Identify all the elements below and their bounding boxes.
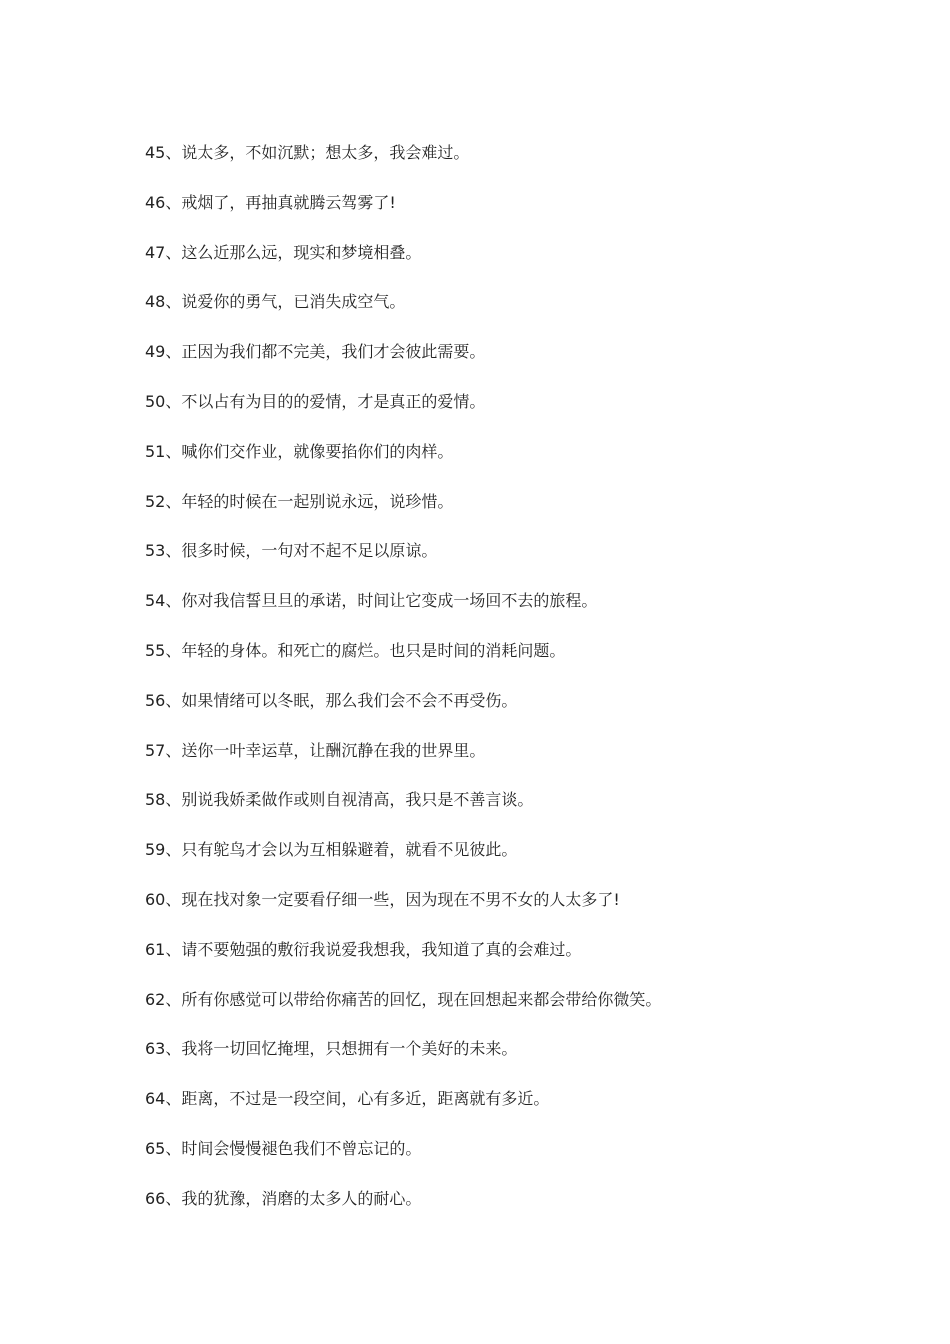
quote-line-58: 58、别说我娇柔做作或则自视清高，我只是不善言谈。 — [145, 790, 534, 810]
quote-line-47: 47、这么近那么远，现实和梦境相叠。 — [145, 242, 422, 262]
quote-line-63: 63、我将一切回忆掩埋，只想拥有一个美好的未来。 — [145, 1039, 518, 1059]
quote-line-52: 52、年轻的时候在一起别说永远，说珍惜。 — [145, 491, 454, 511]
quote-list — [145, 141, 905, 1237]
quote-line-66: 66、我的犹豫，消磨的太多人的耐心。 — [145, 1188, 422, 1208]
quote-line-65: 65、时间会慢慢褪色我们不曾忘记的。 — [145, 1138, 422, 1158]
quote-line-59: 59、只有鸵鸟才会以为互相躲避着，就看不见彼此。 — [145, 840, 518, 860]
quote-line-54: 54、你对我信誓旦旦的承诺，时间让它变成一场回不去的旅程。 — [145, 591, 598, 611]
quote-line-61: 61、请不要勉强的敷衍我说爱我想我，我知道了真的会难过。 — [145, 939, 582, 959]
quote-line-64: 64、距离，不过是一段空间，心有多近，距离就有多近。 — [145, 1089, 550, 1109]
quote-line-50: 50、不以占有为目的的爱情，才是真正的爱情。 — [145, 391, 486, 411]
quote-line-56: 56、如果情绪可以冬眠，那么我们会不会不再受伤。 — [145, 690, 518, 710]
quote-line-45: 45、说太多，不如沉默；想太多，我会难过。 — [145, 143, 470, 162]
quote-line-55: 55、年轻的身体。和死亡的腐烂。也只是时间的消耗问题。 — [145, 640, 566, 660]
quote-line-57: 57、送你一叶幸运草，让酬沉静在我的世界里。 — [145, 740, 486, 760]
quote-line-46: 46、戒烟了，再抽真就腾云驾雾了! — [145, 192, 396, 212]
quote-line-53: 53、很多时候，一句对不起不足以原谅。 — [145, 541, 438, 561]
quote-line-62: 62、所有你感觉可以带给你痛苦的回忆，现在回想起来都会带给你微笑。 — [145, 989, 662, 1009]
quote-line-60: 60、现在找对象一定要看仔细一些，因为现在不男不女的人太多了! — [145, 889, 620, 909]
quote-line-48: 48、说爱你的勇气，已消失成空气。 — [145, 292, 406, 312]
quote-line-51: 51、喊你们交作业，就像要掐你们的肉样。 — [145, 441, 454, 461]
quote-line-49: 49、正因为我们都不完美，我们才会彼此需要。 — [145, 342, 486, 362]
